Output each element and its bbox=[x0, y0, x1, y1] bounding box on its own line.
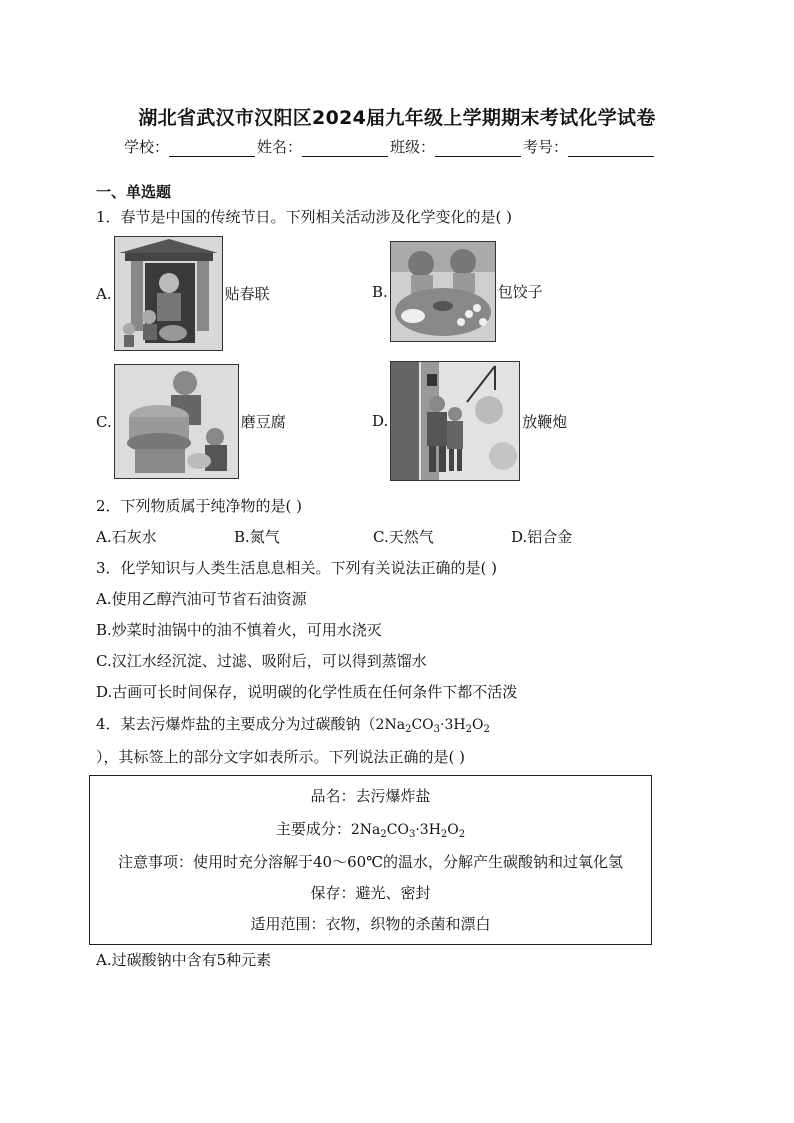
q1-option-d[interactable] bbox=[372, 361, 567, 481]
exam-no-blank[interactable] bbox=[568, 142, 654, 157]
tofu-grinding-illustration-icon bbox=[114, 364, 239, 479]
q4-stem-line1 bbox=[96, 713, 490, 734]
name-blank[interactable] bbox=[302, 142, 388, 157]
q1-option-a[interactable] bbox=[96, 236, 270, 351]
dumplings-illustration-icon bbox=[390, 241, 496, 342]
q4-stem-part1: 4．某去污爆炸盐的主要成分为过碳酸钠（ bbox=[96, 715, 376, 733]
q3-stem: 3．化学知识与人类生活息息相关。下列有关说法正确的是( ) bbox=[96, 559, 498, 577]
section-heading: 一、单选题 bbox=[96, 183, 172, 201]
q4-option-a[interactable]: A.过碳酸钠中含有5种元素 bbox=[96, 951, 272, 969]
q1-option-a-letter: A. bbox=[96, 284, 112, 303]
student-info-line bbox=[124, 136, 656, 157]
q1-option-d-letter: D. bbox=[372, 412, 389, 430]
couplets-illustration-icon bbox=[114, 236, 223, 351]
label-main-component: 主要成分：$2Na_2CO_3\cdot 3H_2O_2$ bbox=[275, 820, 466, 840]
q3-option-c[interactable]: C.汉江水经沉淀、过滤、吸附后，可以得到蒸馏水 bbox=[96, 652, 427, 670]
q1-option-b-caption: 包饺子 bbox=[497, 283, 543, 301]
q1-stem: 1．春节是中国的传统节日。下列相关活动涉及化学变化的是( ) bbox=[96, 208, 513, 226]
q1-option-b[interactable] bbox=[372, 241, 543, 342]
q1-option-c-caption: 磨豆腐 bbox=[240, 413, 286, 431]
q1-option-c[interactable] bbox=[96, 364, 286, 479]
label-scope: 适用范围：衣物，织物的杀菌和漂白 bbox=[250, 915, 491, 933]
q1-option-a-caption: 贴春联 bbox=[224, 285, 270, 303]
product-label-table bbox=[89, 775, 652, 945]
q4-stem-line2: ），其标签上的部分文字如表所示。下列说法正确的是( ) bbox=[96, 748, 465, 766]
name-label: 姓名： bbox=[257, 138, 303, 156]
q2-option-a[interactable]: A.石灰水 bbox=[96, 528, 157, 546]
exam-title: 湖北省武汉市汉阳区2024届九年级上学期期末考试化学试卷 bbox=[138, 107, 656, 129]
label-notice: 注意事项：使用时充分溶解于40～60℃的温水，分解产生碳酸钠和过氧化氢 bbox=[118, 853, 623, 871]
q2-option-b[interactable]: B.氮气 bbox=[234, 528, 280, 546]
q1-option-b-letter: B. bbox=[372, 282, 388, 301]
q4-formula: $2Na_2CO_3\cdot 3H_2O_2$ bbox=[375, 717, 490, 735]
school-blank[interactable] bbox=[169, 142, 255, 157]
q3-option-a[interactable]: A.使用乙醇汽油可节省石油资源 bbox=[96, 590, 307, 608]
q3-option-d[interactable]: D.古画可长时间保存，说明碳的化学性质在任何条件下都不活泼 bbox=[96, 683, 518, 701]
class-label: 班级： bbox=[390, 138, 436, 156]
q1-option-d-caption: 放鞭炮 bbox=[522, 412, 568, 431]
q1-option-c-letter: C. bbox=[96, 412, 112, 431]
q2-options bbox=[96, 526, 572, 547]
exam-no-label: 考号： bbox=[523, 138, 569, 156]
q2-option-c[interactable]: C.天然气 bbox=[373, 528, 434, 546]
label-storage: 保存：避光、密封 bbox=[310, 884, 431, 902]
class-blank[interactable] bbox=[435, 142, 521, 157]
school-label: 学校： bbox=[124, 138, 170, 156]
q2-option-d[interactable]: D.铝合金 bbox=[511, 528, 573, 546]
label-product-name: 品名：去污爆炸盐 bbox=[310, 787, 431, 805]
q2-stem: 2．下列物质属于纯净物的是( ) bbox=[96, 497, 303, 515]
firecrackers-illustration-icon bbox=[390, 361, 520, 481]
q3-option-b[interactable]: B.炒菜时油锅中的油不慎着火，可用水浇灭 bbox=[96, 621, 382, 639]
